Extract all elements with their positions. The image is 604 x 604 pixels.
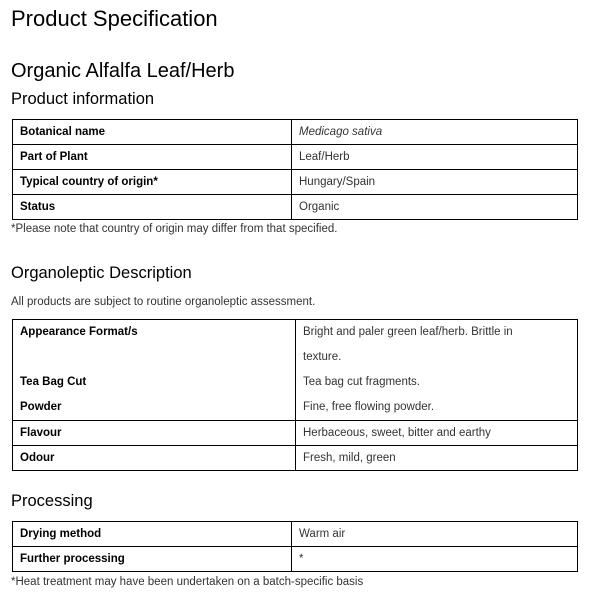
processing-table	[12, 521, 578, 572]
organoleptic-table	[12, 319, 578, 471]
flavour-value: Herbaceous, sweet, bitter and earthy	[296, 421, 578, 446]
part-of-plant-label: Part of Plant	[13, 145, 292, 170]
part-of-plant-value: Leaf/Herb	[292, 145, 578, 170]
tea-bag-cut-value: Tea bag cut fragments.	[303, 376, 420, 388]
table-row	[13, 170, 578, 195]
tea-bag-cut-label: Tea Bag Cut	[20, 376, 87, 388]
appearance-labels	[13, 320, 296, 421]
further-processing-label: Further processing	[13, 547, 292, 572]
table-row	[13, 195, 578, 220]
botanical-name-label: Botanical name	[13, 120, 292, 145]
organoleptic-heading: Organoleptic Description	[11, 264, 192, 282]
flavour-label: Flavour	[13, 421, 296, 446]
table-row	[13, 421, 578, 446]
product-info-heading: Product information	[11, 90, 155, 108]
heat-treatment-note: *Heat treatment may have been undertaken on a batch-specific basis	[11, 576, 364, 588]
origin-note: *Please note that country of origin may differ from that specified.	[11, 223, 338, 235]
processing-heading: Processing	[11, 492, 93, 510]
table-row	[13, 145, 578, 170]
table-row	[13, 547, 578, 572]
page-title: Product Specification	[11, 6, 218, 31]
drying-method-value: Warm air	[292, 522, 578, 547]
country-of-origin-label: Typical country of origin*	[13, 170, 292, 195]
product-info-table	[12, 119, 578, 220]
appearance-format-value-cont: texture.	[303, 351, 342, 363]
odour-label: Odour	[13, 446, 296, 471]
appearance-values	[296, 320, 578, 421]
status-value: Organic	[292, 195, 578, 220]
appearance-format-label: Appearance Format/s	[20, 326, 138, 338]
botanical-name-value: Medicago sativa	[292, 120, 578, 145]
table-row	[13, 320, 578, 421]
table-row	[13, 120, 578, 145]
odour-value: Fresh, mild, green	[296, 446, 578, 471]
powder-value: Fine, free flowing powder.	[303, 401, 435, 413]
country-of-origin-value: Hungary/Spain	[292, 170, 578, 195]
drying-method-label: Drying method	[13, 522, 292, 547]
powder-label: Powder	[20, 401, 62, 413]
table-row	[13, 522, 578, 547]
product-name: Organic Alfalfa Leaf/Herb	[11, 60, 235, 82]
appearance-spacer	[20, 345, 288, 370]
table-row	[13, 446, 578, 471]
organoleptic-intro: All products are subject to routine organoleptic assessment.	[11, 296, 316, 308]
further-processing-value: *	[292, 547, 578, 572]
status-label: Status	[13, 195, 292, 220]
appearance-format-value: Bright and paler green leaf/herb. Brittle in	[303, 326, 513, 338]
